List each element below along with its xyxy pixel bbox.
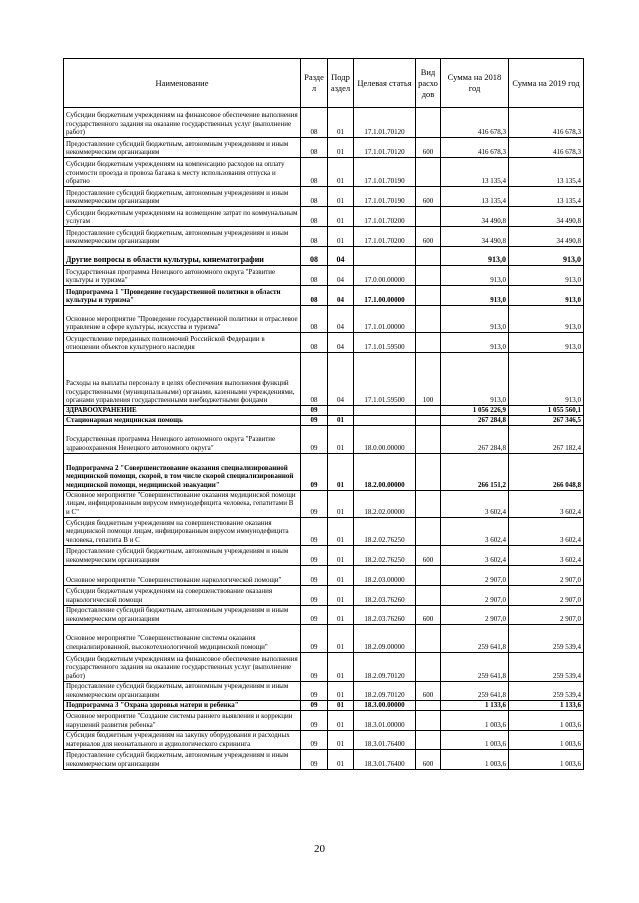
cell-podrazdel: 01 bbox=[328, 749, 354, 769]
cell-podrazdel: 01 bbox=[328, 700, 354, 710]
table-row bbox=[64, 624, 584, 652]
cell-name: Субсидии бюджетным учреждениям на финансовое обеспечение выполнения государственного задания на оказание государственных услуг (выполнение работ) bbox=[64, 652, 301, 681]
cell-razdel: 09 bbox=[301, 490, 328, 517]
cell-sum-2018: 3 602,4 bbox=[441, 490, 509, 517]
table-row bbox=[64, 207, 584, 227]
cell-vid-raskhodov bbox=[416, 453, 441, 490]
header-sum-2018: Сумма на 2018 год bbox=[441, 59, 509, 108]
cell-sum-2018: 3 602,4 bbox=[441, 545, 509, 565]
cell-celevaya-statya: 17.1.00.00000 bbox=[354, 286, 416, 306]
cell-vid-raskhodov bbox=[416, 266, 441, 286]
cell-celevaya-statya: 18.2.00.00000 bbox=[354, 453, 416, 490]
cell-sum-2018: 913,0 bbox=[441, 247, 509, 266]
cell-name: Осуществление переданных полномочий Российской Федерации в отношении объектов культурного наследия bbox=[64, 333, 301, 353]
cell-sum-2018: 913,0 bbox=[441, 353, 509, 406]
cell-sum-2019: 913,0 bbox=[509, 353, 584, 406]
cell-celevaya-statya: 18.2.03.76260 bbox=[354, 605, 416, 624]
cell-razdel: 08 bbox=[301, 138, 328, 158]
cell-sum-2019: 2 907,0 bbox=[509, 565, 584, 585]
cell-vid-raskhodov: 600 bbox=[416, 227, 441, 247]
cell-vid-raskhodov bbox=[416, 158, 441, 187]
cell-sum-2019: 267 346,5 bbox=[509, 415, 584, 425]
cell-sum-2018: 1 133,6 bbox=[441, 700, 509, 710]
cell-sum-2019: 3 602,4 bbox=[509, 490, 584, 517]
cell-celevaya-statya: 18.2.03.76260 bbox=[354, 585, 416, 605]
cell-celevaya-statya: 17.1.01.70120 bbox=[354, 138, 416, 158]
cell-celevaya-statya: 17.1.01.70190 bbox=[354, 158, 416, 187]
cell-razdel: 08 bbox=[301, 266, 328, 286]
cell-razdel: 08 bbox=[301, 158, 328, 187]
cell-sum-2018: 259 641,8 bbox=[441, 652, 509, 681]
cell-sum-2018: 13 135,4 bbox=[441, 187, 509, 207]
cell-sum-2018: 416 678,3 bbox=[441, 138, 509, 158]
cell-sum-2019: 13 135,4 bbox=[509, 187, 584, 207]
cell-razdel: 08 bbox=[301, 353, 328, 406]
cell-razdel: 09 bbox=[301, 453, 328, 490]
cell-celevaya-statya: 17.1.01.59500 bbox=[354, 333, 416, 353]
cell-celevaya-statya: 18.0.00.00000 bbox=[354, 425, 416, 453]
cell-sum-2018: 3 602,4 bbox=[441, 517, 509, 545]
budget-table bbox=[63, 58, 584, 770]
table-row bbox=[64, 353, 584, 406]
cell-sum-2019: 13 135,4 bbox=[509, 158, 584, 187]
cell-razdel: 09 bbox=[301, 624, 328, 652]
cell-sum-2019: 259 539,4 bbox=[509, 681, 584, 700]
cell-celevaya-statya bbox=[354, 247, 416, 266]
cell-podrazdel: 01 bbox=[328, 585, 354, 605]
cell-name: Основное мероприятие "Проведение государственной политики и отраслевое управление в сфере культуры, искусства и туризма" bbox=[64, 306, 301, 333]
table-row bbox=[64, 652, 584, 681]
cell-celevaya-statya: 17.1.01.70200 bbox=[354, 227, 416, 247]
budget-table-sheet bbox=[63, 58, 583, 770]
cell-sum-2019: 259 539,4 bbox=[509, 624, 584, 652]
table-row bbox=[64, 406, 584, 416]
table-row bbox=[64, 266, 584, 286]
cell-sum-2019: 266 048,8 bbox=[509, 453, 584, 490]
cell-name: Предоставление субсидий бюджетным, автономным учреждениям и иным некоммерческим организациям bbox=[64, 749, 301, 769]
cell-podrazdel: 01 bbox=[328, 517, 354, 545]
cell-sum-2018: 34 490,8 bbox=[441, 207, 509, 227]
cell-celevaya-statya: 18.3.01.76400 bbox=[354, 730, 416, 749]
cell-podrazdel: 04 bbox=[328, 286, 354, 306]
cell-sum-2018: 13 135,4 bbox=[441, 158, 509, 187]
table-row bbox=[64, 490, 584, 517]
cell-podrazdel: 01 bbox=[328, 425, 354, 453]
cell-razdel: 09 bbox=[301, 749, 328, 769]
cell-sum-2018: 2 907,0 bbox=[441, 605, 509, 624]
cell-podrazdel: 01 bbox=[328, 730, 354, 749]
cell-sum-2019: 913,0 bbox=[509, 306, 584, 333]
cell-vid-raskhodov bbox=[416, 207, 441, 227]
cell-name: Основное мероприятие "Совершенствование наркологической помощи" bbox=[64, 565, 301, 585]
cell-celevaya-statya bbox=[354, 415, 416, 425]
cell-podrazdel: 01 bbox=[328, 227, 354, 247]
page-number: 20 bbox=[314, 843, 325, 855]
table-row bbox=[64, 730, 584, 749]
table-row bbox=[64, 306, 584, 333]
cell-sum-2019: 913,0 bbox=[509, 266, 584, 286]
cell-name: Субсидии бюджетным учреждениям на возмещение затрат по коммунальным услугам bbox=[64, 207, 301, 227]
table-row bbox=[64, 453, 584, 490]
cell-sum-2018: 416 678,3 bbox=[441, 108, 509, 138]
cell-name: Субсидия бюджетным учреждениям на закупку оборудования и расходных материалов для неонатального и аудиологического скрининга bbox=[64, 730, 301, 749]
cell-sum-2018: 259 641,8 bbox=[441, 681, 509, 700]
cell-name: Предоставление субсидий бюджетным, автономным учреждениям и иным некоммерческим организациям bbox=[64, 227, 301, 247]
cell-podrazdel: 04 bbox=[328, 247, 354, 266]
cell-sum-2019: 1 133,6 bbox=[509, 700, 584, 710]
cell-sum-2018: 266 151,2 bbox=[441, 453, 509, 490]
cell-podrazdel: 01 bbox=[328, 681, 354, 700]
cell-sum-2018: 1 003,6 bbox=[441, 710, 509, 730]
table-row bbox=[64, 425, 584, 453]
cell-razdel: 08 bbox=[301, 333, 328, 353]
cell-podrazdel: 01 bbox=[328, 710, 354, 730]
cell-razdel: 09 bbox=[301, 425, 328, 453]
cell-razdel: 08 bbox=[301, 227, 328, 247]
cell-celevaya-statya: 18.3.00.00000 bbox=[354, 700, 416, 710]
cell-podrazdel: 01 bbox=[328, 545, 354, 565]
cell-razdel: 09 bbox=[301, 545, 328, 565]
cell-vid-raskhodov bbox=[416, 333, 441, 353]
cell-podrazdel: 01 bbox=[328, 652, 354, 681]
cell-vid-raskhodov bbox=[416, 286, 441, 306]
cell-podrazdel bbox=[328, 406, 354, 416]
cell-name: Субсидии бюджетным учреждениям на совершенствование оказания наркологической помощи bbox=[64, 585, 301, 605]
cell-sum-2019: 2 907,0 bbox=[509, 585, 584, 605]
cell-vid-raskhodov: 600 bbox=[416, 187, 441, 207]
cell-podrazdel: 04 bbox=[328, 353, 354, 406]
cell-razdel: 08 bbox=[301, 306, 328, 333]
cell-podrazdel: 01 bbox=[328, 624, 354, 652]
cell-sum-2018: 913,0 bbox=[441, 286, 509, 306]
cell-vid-raskhodov bbox=[416, 490, 441, 517]
cell-sum-2019: 416 678,3 bbox=[509, 138, 584, 158]
cell-sum-2019: 267 182,4 bbox=[509, 425, 584, 453]
cell-celevaya-statya: 18.2.03.00000 bbox=[354, 565, 416, 585]
cell-vid-raskhodov bbox=[416, 585, 441, 605]
cell-podrazdel: 04 bbox=[328, 306, 354, 333]
cell-vid-raskhodov bbox=[416, 624, 441, 652]
cell-sum-2019: 913,0 bbox=[509, 247, 584, 266]
cell-vid-raskhodov bbox=[416, 730, 441, 749]
cell-celevaya-statya: 17.1.01.59500 bbox=[354, 353, 416, 406]
cell-sum-2018: 1 003,6 bbox=[441, 730, 509, 749]
cell-razdel: 08 bbox=[301, 286, 328, 306]
cell-name: Подпрограмма 3 "Охрана здоровья матери и ребенка" bbox=[64, 700, 301, 710]
cell-podrazdel: 01 bbox=[328, 187, 354, 207]
cell-sum-2019: 259 539,4 bbox=[509, 652, 584, 681]
table-row bbox=[64, 138, 584, 158]
cell-razdel: 09 bbox=[301, 710, 328, 730]
table-row bbox=[64, 681, 584, 700]
cell-razdel: 09 bbox=[301, 517, 328, 545]
cell-podrazdel: 01 bbox=[328, 490, 354, 517]
cell-sum-2018: 34 490,8 bbox=[441, 227, 509, 247]
header-name: Наименование bbox=[64, 59, 301, 108]
cell-podrazdel: 01 bbox=[328, 207, 354, 227]
cell-vid-raskhodov bbox=[416, 710, 441, 730]
cell-vid-raskhodov bbox=[416, 517, 441, 545]
cell-name: Подпрограмма 2 "Совершенствование оказания специализированной медицинской помощи, скорой, в том числе скорой специализированной медицинской помощи, медицинской эвакуации" bbox=[64, 453, 301, 490]
cell-razdel: 09 bbox=[301, 700, 328, 710]
cell-vid-raskhodov: 100 bbox=[416, 353, 441, 406]
cell-razdel: 09 bbox=[301, 652, 328, 681]
cell-sum-2019: 2 907,0 bbox=[509, 605, 584, 624]
cell-name: Основное мероприятие "Создание системы раннего выявления и коррекции нарушений развития ребенка" bbox=[64, 710, 301, 730]
cell-name: Субсидия бюджетным учреждениям на совершенствование оказания медицинской помощи лицам, инфицированным вирусом иммунодефицита человека, гепатита В и С bbox=[64, 517, 301, 545]
cell-razdel: 08 bbox=[301, 108, 328, 138]
cell-celevaya-statya: 18.2.02.76250 bbox=[354, 517, 416, 545]
cell-sum-2018: 1 003,6 bbox=[441, 749, 509, 769]
cell-podrazdel: 01 bbox=[328, 453, 354, 490]
table-row bbox=[64, 227, 584, 247]
cell-celevaya-statya bbox=[354, 406, 416, 416]
cell-sum-2018: 913,0 bbox=[441, 266, 509, 286]
cell-vid-raskhodov bbox=[416, 306, 441, 333]
cell-razdel: 09 bbox=[301, 681, 328, 700]
table-body bbox=[64, 108, 584, 770]
table-row bbox=[64, 517, 584, 545]
cell-vid-raskhodov bbox=[416, 415, 441, 425]
cell-vid-raskhodov: 600 bbox=[416, 681, 441, 700]
table-row bbox=[64, 158, 584, 187]
cell-sum-2018: 1 056 226,9 bbox=[441, 406, 509, 416]
cell-celevaya-statya: 17.1.01.70120 bbox=[354, 108, 416, 138]
table-row bbox=[64, 415, 584, 425]
cell-podrazdel: 01 bbox=[328, 605, 354, 624]
cell-sum-2019: 34 490,8 bbox=[509, 207, 584, 227]
cell-celevaya-statya: 17.0.00.00000 bbox=[354, 266, 416, 286]
table-row bbox=[64, 710, 584, 730]
cell-razdel: 09 bbox=[301, 585, 328, 605]
table-row bbox=[64, 286, 584, 306]
cell-sum-2019: 3 602,4 bbox=[509, 517, 584, 545]
cell-podrazdel: 04 bbox=[328, 266, 354, 286]
cell-sum-2018: 259 641,8 bbox=[441, 624, 509, 652]
header-sum-2019: Сумма на 2019 год bbox=[509, 59, 584, 108]
cell-sum-2018: 913,0 bbox=[441, 306, 509, 333]
header-razdel: Разде л bbox=[301, 59, 328, 108]
cell-vid-raskhodov: 600 bbox=[416, 749, 441, 769]
cell-sum-2018: 913,0 bbox=[441, 333, 509, 353]
cell-sum-2019: 3 602,4 bbox=[509, 545, 584, 565]
cell-sum-2018: 267 284,8 bbox=[441, 415, 509, 425]
cell-celevaya-statya: 17.1.01.00000 bbox=[354, 306, 416, 333]
cell-celevaya-statya: 18.2.09.70120 bbox=[354, 681, 416, 700]
table-row bbox=[64, 187, 584, 207]
table-header-row bbox=[64, 59, 584, 108]
table-row bbox=[64, 545, 584, 565]
cell-razdel: 08 bbox=[301, 247, 328, 266]
cell-razdel: 09 bbox=[301, 415, 328, 425]
cell-name: Предоставление субсидий бюджетным, автономным учреждениям и иным некоммерческим организациям bbox=[64, 187, 301, 207]
cell-celevaya-statya: 17.1.01.70200 bbox=[354, 207, 416, 227]
table-row bbox=[64, 333, 584, 353]
cell-name: Основное мероприятие "Совершенствование системы оказания специализированной, высокотехнологичной медицинской помощи" bbox=[64, 624, 301, 652]
cell-podrazdel: 04 bbox=[328, 333, 354, 353]
cell-razdel: 09 bbox=[301, 406, 328, 416]
cell-podrazdel: 01 bbox=[328, 415, 354, 425]
table-row bbox=[64, 749, 584, 769]
table-row bbox=[64, 247, 584, 266]
header-podrazdel: Подр аздел bbox=[328, 59, 354, 108]
table-row bbox=[64, 108, 584, 138]
cell-sum-2019: 913,0 bbox=[509, 333, 584, 353]
cell-razdel: 09 bbox=[301, 565, 328, 585]
cell-celevaya-statya: 18.3.01.76400 bbox=[354, 749, 416, 769]
cell-sum-2019: 1 003,6 bbox=[509, 710, 584, 730]
cell-podrazdel: 01 bbox=[328, 138, 354, 158]
cell-name: Предоставление субсидий бюджетным, автономным учреждениям и иным некоммерческим организациям bbox=[64, 545, 301, 565]
cell-name: Другие вопросы в области культуры, кинематографии bbox=[64, 247, 301, 266]
cell-vid-raskhodov bbox=[416, 700, 441, 710]
table-row bbox=[64, 565, 584, 585]
cell-name: Стационарная медицинская помощь bbox=[64, 415, 301, 425]
cell-vid-raskhodov bbox=[416, 565, 441, 585]
cell-celevaya-statya: 18.2.02.00000 bbox=[354, 490, 416, 517]
table-row bbox=[64, 585, 584, 605]
cell-sum-2019: 1 003,6 bbox=[509, 749, 584, 769]
cell-name: Подпрограмма 1 "Проведение государственной политики в области культуры и туризма" bbox=[64, 286, 301, 306]
cell-razdel: 08 bbox=[301, 207, 328, 227]
cell-name: Субсидии бюджетным учреждениям на финансовое обеспечение выполнения государственного задания на оказание государственных услуг (выполнение работ) bbox=[64, 108, 301, 138]
cell-sum-2018: 267 284,8 bbox=[441, 425, 509, 453]
cell-name: Предоставление субсидий бюджетным, автономным учреждениям и иным некоммерческим организациям bbox=[64, 605, 301, 624]
cell-name: ЗДРАВООХРАНЕНИЕ bbox=[64, 406, 301, 416]
cell-sum-2018: 2 907,0 bbox=[441, 565, 509, 585]
cell-name: Субсидии бюджетным учреждениям на компенсацию расходов на оплату стоимости проезда и провоза багажа к месту использования отпуска и обратно bbox=[64, 158, 301, 187]
cell-vid-raskhodov: 600 bbox=[416, 605, 441, 624]
cell-name: Государственная программа Ненецкого автономного округа "Развитие здравоохранения Ненецкого автономного округа" bbox=[64, 425, 301, 453]
cell-celevaya-statya: 17.1.01.70190 bbox=[354, 187, 416, 207]
cell-vid-raskhodov: 600 bbox=[416, 545, 441, 565]
cell-vid-raskhodov bbox=[416, 247, 441, 266]
cell-name: Предоставление субсидий бюджетным, автономным учреждениям и иным некоммерческим организациям bbox=[64, 138, 301, 158]
cell-sum-2018: 2 907,0 bbox=[441, 585, 509, 605]
cell-sum-2019: 416 678,3 bbox=[509, 108, 584, 138]
cell-podrazdel: 01 bbox=[328, 565, 354, 585]
cell-razdel: 09 bbox=[301, 605, 328, 624]
cell-vid-raskhodov bbox=[416, 406, 441, 416]
cell-podrazdel: 01 bbox=[328, 158, 354, 187]
cell-vid-raskhodov: 600 bbox=[416, 138, 441, 158]
cell-celevaya-statya: 18.3.01.00000 bbox=[354, 710, 416, 730]
header-celevaya-statya: Целевая статья bbox=[354, 59, 416, 108]
cell-name: Основное мероприятие "Совершенствование оказания медицинской помощи лицам, инфицированным вирусом иммунодефицита человека, гепатитами В и С" bbox=[64, 490, 301, 517]
cell-razdel: 08 bbox=[301, 187, 328, 207]
table-row bbox=[64, 700, 584, 710]
cell-razdel: 09 bbox=[301, 730, 328, 749]
cell-sum-2019: 34 490,8 bbox=[509, 227, 584, 247]
cell-vid-raskhodov bbox=[416, 425, 441, 453]
cell-sum-2019: 913,0 bbox=[509, 286, 584, 306]
cell-podrazdel: 01 bbox=[328, 108, 354, 138]
cell-name: Предоставление субсидий бюджетным, автономным учреждениям и иным некоммерческим организациям bbox=[64, 681, 301, 700]
cell-celevaya-statya: 18.2.09.00000 bbox=[354, 624, 416, 652]
cell-vid-raskhodov bbox=[416, 108, 441, 138]
cell-name: Расходы на выплаты персоналу в целях обеспечения выполнения функций государственными (муниципальными) органами, казенными учреждениями, органами управления государственными внебюджетными фондами bbox=[64, 353, 301, 406]
cell-vid-raskhodov bbox=[416, 652, 441, 681]
cell-celevaya-statya: 18.2.02.76250 bbox=[354, 545, 416, 565]
table-row bbox=[64, 605, 584, 624]
cell-sum-2019: 1 003,6 bbox=[509, 730, 584, 749]
cell-name: Государственная программа Ненецкого автономного округа "Развитие культуры и туризма" bbox=[64, 266, 301, 286]
cell-sum-2019: 1 055 560,1 bbox=[509, 406, 584, 416]
cell-celevaya-statya: 18.2.09.70120 bbox=[354, 652, 416, 681]
header-vid-raskhodov: Вид расхо дов bbox=[416, 59, 441, 108]
